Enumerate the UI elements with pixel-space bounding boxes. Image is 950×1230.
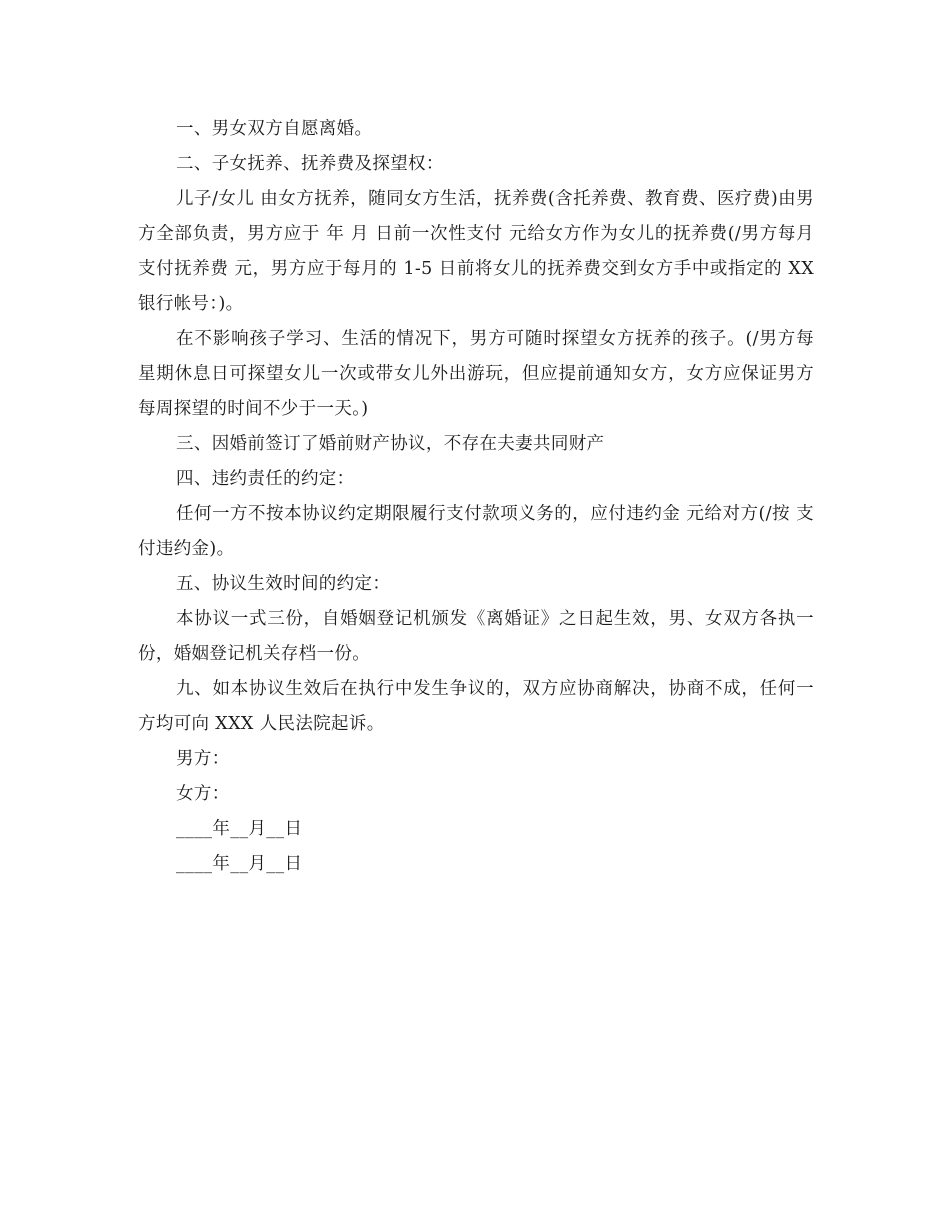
clause-5-effective-terms: 本协议一式三份，自婚姻登记机颁发《离婚证》之日起生效，男、女双方各执一份，婚姻登记机关存档一份。 (138, 609, 814, 664)
female-signature-label: 女方： (176, 784, 230, 804)
clause-1-voluntary-divorce: 一、男女双方自愿离婚。 (176, 119, 373, 139)
clause-4-heading-breach: 四、违约责任的约定： (176, 469, 355, 489)
clause-2-visitation-rights: 在不影响孩子学习、生活的情况下，男方可随时探望女方抚养的孩子。(/男方每星期休息日可探望女儿一次或带女儿外出游玩，但应提前通知女方，女方应保证男方每周探望的时间不少于一天。) (138, 329, 814, 419)
clause-2-custody-and-support: 儿子/女儿 由女方抚养，随同女方生活，抚养费(含托养费、教育费、医疗费)由男方全部负责，男方应于 年 月 日前一次性支付 元给女方作为女儿的抚养费(/男方每月支付抚养费 元，男方应于每月的 1-5 日前将女儿的抚养费交到女方手中或指定的 XX 银行帐号：)。 (138, 189, 814, 314)
clause-3-property: 三、因婚前签订了婚前财产协议，不存在夫妻共同财产 (176, 434, 605, 454)
clause-9-dispute-resolution: 九、如本协议生效后在执行中发生争议的，双方应协商解决，协商不成，任何一方均可向 XXX 人民法院起诉。 (138, 679, 814, 734)
clause-4-breach-penalty: 任何一方不按本协议约定期限履行支付款项义务的，应付违约金 元给对方(/按 支付违约金)。 (138, 504, 814, 559)
agreement-body (138, 112, 814, 882)
clause-2-heading-child-custody: 二、子女抚养、抚养费及探望权： (176, 154, 444, 174)
male-signature-label: 男方： (176, 749, 230, 769)
clause-5-heading-effective-date: 五、协议生效时间的约定： (176, 574, 391, 594)
signature-date-line-2: ____年__月__日 (176, 854, 303, 874)
signature-date-line-1: ____年__月__日 (176, 819, 303, 839)
